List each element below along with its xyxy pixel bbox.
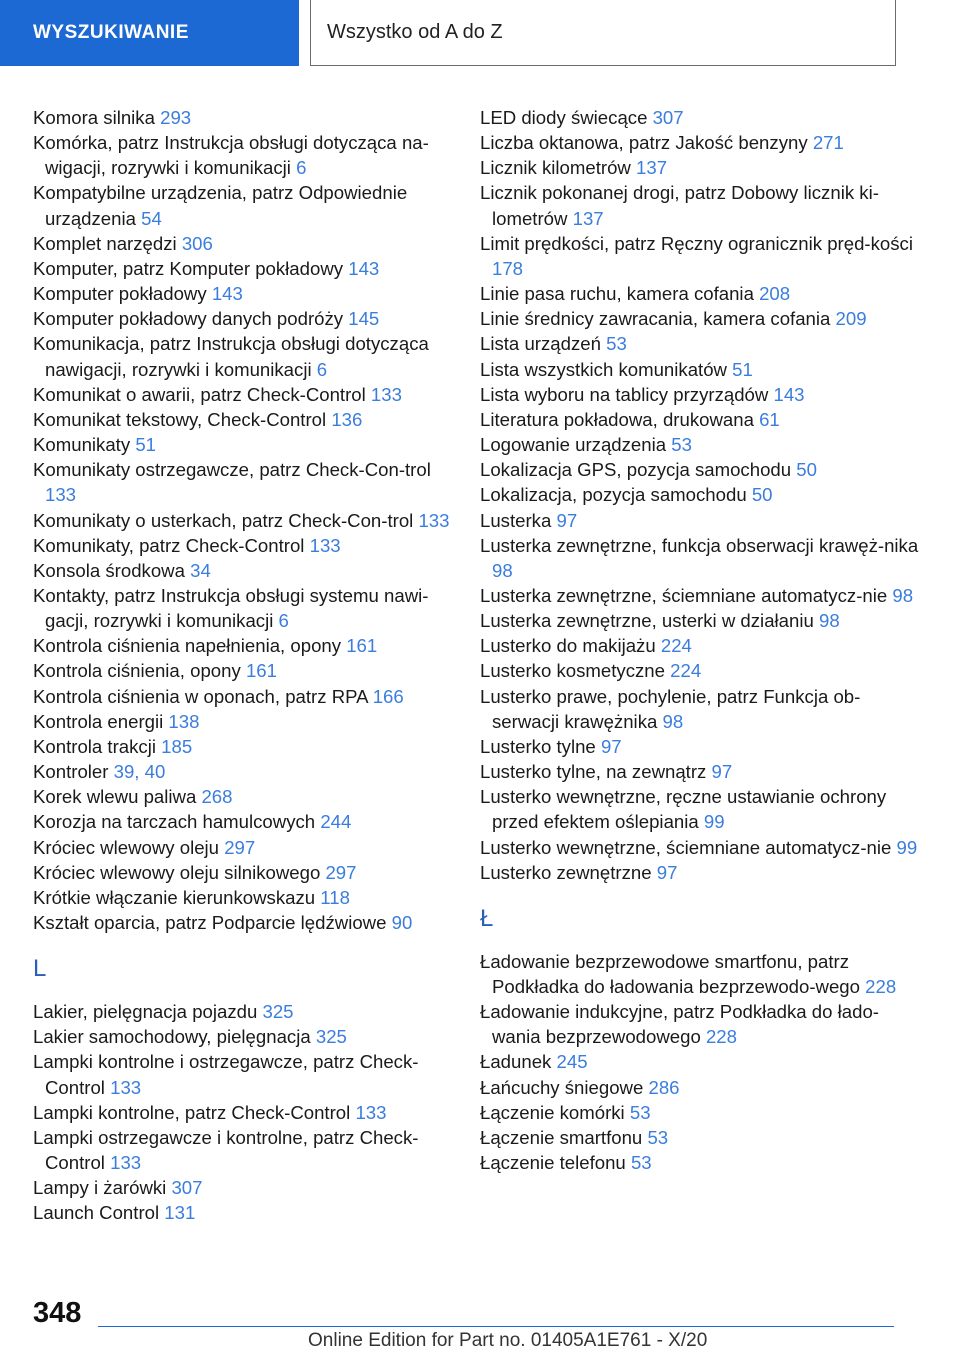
index-entry-text: Kontrola energii <box>33 710 169 732</box>
index-page-link[interactable]: 307 <box>171 1177 203 1199</box>
index-entry-text: Lampki ostrzegawcze i kontrolne, patrz Check-Control <box>33 1126 419 1174</box>
index-page-link[interactable]: 297 <box>224 836 256 858</box>
index-page-link[interactable]: 143 <box>348 257 380 279</box>
index-entry <box>480 407 920 432</box>
index-entry-text: Łączenie smartfonu <box>480 1126 648 1148</box>
index-entry-text: Linie pasa ruchu, kamera cofania <box>480 283 760 305</box>
index-entry-text: Kompatybilne urządzenia, patrz Odpowiednie urządzenia <box>33 182 408 229</box>
index-entry <box>33 809 453 834</box>
index-entry-text: Krótkie włączanie kierunkowskazu <box>33 886 321 908</box>
index-entry-text: Lusterko prawe, pochylenie, patrz Funkcja ob-serwacji krawężnika <box>480 685 861 732</box>
index-entry <box>33 885 453 910</box>
index-page-link[interactable]: 54 <box>141 207 162 229</box>
index-entry <box>480 331 920 356</box>
index-page-link[interactable]: 209 <box>835 308 867 330</box>
index-page-link[interactable]: 208 <box>759 283 791 305</box>
index-entry-text: Komunikaty <box>33 434 136 456</box>
index-entry <box>480 231 920 281</box>
index-page-link[interactable]: 133 <box>418 509 450 531</box>
index-entry-text: Lakier samochodowy, pielęgnacja <box>33 1026 316 1048</box>
index-page-link[interactable]: 98 <box>662 710 684 732</box>
index-entry-text: Licznik kilometrów <box>480 157 637 179</box>
index-page-link[interactable]: 133 <box>110 1152 142 1174</box>
index-page-link[interactable]: 145 <box>348 308 380 330</box>
index-entry-text: Komunikacja, patrz Instrukcja obsługi dotycząca nawigacji, rozrywki i komunikacji <box>33 333 429 380</box>
index-page-link[interactable]: 244 <box>320 811 352 833</box>
index-entry <box>480 949 920 999</box>
footer-divider <box>98 1326 894 1327</box>
index-page-link[interactable]: 307 <box>652 107 684 128</box>
index-entry-text: Liczba oktanowa, patrz Jakość benzyny <box>480 132 813 154</box>
index-entry-text: Komórka, patrz Instrukcja obsługi dotycząca na-wigacji, rozrywki i komunikacji <box>33 132 429 179</box>
index-page-link[interactable]: 61 <box>759 408 780 430</box>
index-entry-text: LED diody świecące <box>480 107 653 128</box>
index-entry <box>33 130 453 180</box>
index-entry <box>33 1049 453 1099</box>
index-entry-text: Kształt oparcia, patrz Podparcie lędźwiowe <box>33 912 392 933</box>
index-entry-text: Lusterko tylne, na zewnątrz <box>480 761 712 783</box>
index-page-link[interactable]: 228 <box>865 976 897 997</box>
index-entry <box>33 281 453 306</box>
index-page-link[interactable]: 6 <box>316 358 328 380</box>
index-entry <box>480 306 920 331</box>
index-page-link[interactable]: 98 <box>492 559 513 581</box>
index-page-link[interactable]: 53 <box>629 1101 651 1123</box>
index-entry <box>33 180 453 230</box>
index-letter-heading: L <box>33 955 47 983</box>
index-entry <box>33 1125 453 1175</box>
index-entry <box>33 306 453 331</box>
index-page-link[interactable]: 228 <box>705 1026 737 1048</box>
index-entry-text: Komputer pokładowy danych podróży <box>33 308 349 330</box>
index-entry <box>480 734 920 759</box>
index-entry-text: Kontroler <box>33 761 114 783</box>
index-entry-text: Komunikaty o usterkach, patrz Check-Con-trol <box>33 509 419 531</box>
index-entry <box>33 1200 453 1225</box>
index-page-link[interactable]: 161 <box>245 660 277 682</box>
index-entry <box>480 999 920 1049</box>
index-entry <box>33 1024 453 1049</box>
index-entry-text: Licznik pokonanej drogi, patrz Dobowy licznik ki-lometrów <box>480 182 879 229</box>
index-page-link[interactable]: 6 <box>278 610 289 632</box>
index-entry-text: Ładowanie indukcyjne, patrz Podkładka do łado-wania bezprzewodowego <box>480 1001 879 1048</box>
index-entry <box>480 608 920 633</box>
index-entry-text: Lusterko wewnętrzne, ręczne ustawianie ochrony przed efektem oślepiania <box>480 786 887 833</box>
index-page-link[interactable]: 118 <box>320 886 350 908</box>
index-entry <box>480 281 920 306</box>
index-entry <box>480 1100 920 1125</box>
index-entry <box>33 633 453 658</box>
index-entry-text: Lista wyboru na tablicy przyrządów <box>480 383 774 405</box>
index-entry-text: Komora silnika <box>33 107 161 128</box>
index-page-link[interactable]: 53 <box>647 1126 669 1148</box>
edition-note: Online Edition for Part no. 01405A1E761 - X/20 <box>308 1330 708 1351</box>
index-entry-text: Lusterka zewnętrzne, funkcja obserwacji krawęż-nika <box>480 534 919 556</box>
index-page-link[interactable]: 51 <box>135 434 156 456</box>
index-entry-text: Króciec wlewowy oleju <box>33 836 225 858</box>
index-page-link[interactable]: 137 <box>572 207 604 229</box>
index-entry-text: Literatura pokładowa, drukowana <box>480 408 760 430</box>
index-page-link[interactable]: 143 <box>211 283 243 305</box>
index-page-link[interactable]: 268 <box>201 786 233 808</box>
index-entry <box>33 999 453 1024</box>
index-page-link[interactable]: 97 <box>656 861 678 883</box>
index-entry-text: Ładowanie bezprzewodowe smartfonu, patrz Podkładka do ładowania bezprzewodo-wego <box>480 950 866 997</box>
index-entry-text: Limit prędkości, patrz Ręczny ogranicznik pręd-kości <box>480 232 913 254</box>
index-entry-text: Lusterko wewnętrzne, ściemniane automatycz-nie <box>480 836 897 858</box>
index-page-link[interactable]: 99 <box>896 836 918 858</box>
index-entry <box>480 1049 920 1074</box>
index-page-link[interactable]: 136 <box>331 408 363 430</box>
index-entry <box>33 533 453 558</box>
index-entry-text: Łączenie telefonu <box>480 1152 631 1174</box>
index-entry-text: Lista wszystkich komunikatów <box>480 358 733 380</box>
index-entry <box>33 1100 453 1125</box>
index-entry-text: Linie średnicy zawracania, kamera cofania <box>480 308 836 330</box>
index-entry-text: Łączenie komórki <box>480 1101 630 1123</box>
index-page-link[interactable]: 143 <box>773 383 805 405</box>
index-entry <box>480 1125 920 1150</box>
index-page-link[interactable]: 245 <box>556 1051 588 1073</box>
index-entry <box>480 658 920 683</box>
index-entry <box>480 1075 920 1100</box>
index-entry <box>480 432 920 457</box>
index-page-link[interactable]: 90 <box>391 912 413 933</box>
index-entry <box>33 684 453 709</box>
index-entry-text: Komputer pokładowy <box>33 283 212 305</box>
index-entry-text: Konsola środkowa <box>33 559 191 581</box>
index-entry-text: Lusterko tylne <box>480 735 601 757</box>
index-entry-text: Komputer, patrz Komputer pokładowy <box>33 257 349 279</box>
index-page-link[interactable]: 133 <box>370 383 402 405</box>
index-entry-text: Lampki kontrolne i ostrzegawcze, patrz Check-Control <box>33 1051 419 1098</box>
index-entry-text: Korek wlewu paliwa <box>33 786 202 808</box>
index-page-link[interactable]: 98 <box>892 584 914 606</box>
index-page-link[interactable]: 178 <box>492 257 524 279</box>
index-entry-text: Komunikat o awarii, patrz Check-Control <box>33 383 371 405</box>
index-entry-text: Korozja na tarczach hamulcowych <box>33 811 321 833</box>
index-entry <box>33 583 453 633</box>
index-page-link[interactable]: 51 <box>732 358 753 380</box>
index-entry <box>33 759 453 784</box>
index-page-link[interactable]: 271 <box>812 132 844 154</box>
index-page-link[interactable]: 138 <box>168 710 200 732</box>
index-entry <box>33 508 453 533</box>
index-entry <box>33 860 453 885</box>
index-entry-text: Launch Control <box>33 1202 165 1224</box>
index-page-link[interactable]: 185 <box>161 735 193 757</box>
index-entry-text: Lusterka zewnętrzne, usterki w działaniu <box>480 610 819 632</box>
index-entry-text: Komunikaty ostrzegawcze, patrz Check-Con-trol <box>33 459 431 481</box>
index-entry-text: Króciec wlewowy oleju silnikowego <box>33 861 326 883</box>
index-entry <box>33 432 453 457</box>
index-page-link[interactable]: 224 <box>670 660 702 682</box>
index-entry <box>480 508 920 533</box>
index-entry-text: Komunikat tekstowy, Check-Control <box>33 408 332 430</box>
index-entry-text: Komunikaty, patrz Check-Control <box>33 534 310 556</box>
index-letter-heading: Ł <box>480 904 494 932</box>
index-entry <box>480 784 920 834</box>
index-entry <box>480 583 920 608</box>
index-entry-text: Lampy i żarówki <box>33 1177 172 1199</box>
index-column-left <box>33 105 453 1226</box>
index-page-link[interactable]: 98 <box>818 610 840 632</box>
index-entry <box>33 910 453 935</box>
index-entry <box>33 784 453 809</box>
index-entry <box>33 734 453 759</box>
index-entry-text: Lista urządzeń <box>480 333 607 355</box>
index-entry <box>33 105 453 130</box>
index-entry-text: Kontrola trakcji <box>33 735 162 757</box>
index-entry <box>480 130 920 155</box>
index-page-link[interactable]: 133 <box>355 1101 387 1123</box>
index-entry-text: Lokalizacja, pozycja samochodu <box>480 484 752 506</box>
index-entry <box>480 155 920 180</box>
index-entry-text: Lampki kontrolne, patrz Check-Control <box>33 1101 356 1123</box>
index-page-link[interactable]: 325 <box>262 1001 294 1023</box>
index-page-link[interactable]: 293 <box>160 107 192 128</box>
index-page-link[interactable]: 137 <box>636 157 668 179</box>
index-page-link[interactable]: 166 <box>372 685 404 707</box>
index-page-link[interactable]: 97 <box>556 509 578 531</box>
index-entry <box>480 759 920 784</box>
index-column-right <box>480 105 920 1175</box>
index-page-link[interactable]: 53 <box>671 434 692 456</box>
index-entry-text: Kontakty, patrz Instrukcja obsługi systemu nawi-gacji, rozrywki i komunikacji <box>33 584 429 632</box>
index-page-link[interactable]: 53 <box>630 1152 652 1174</box>
index-page-link[interactable]: 133 <box>45 484 77 506</box>
index-page-link[interactable]: 6 <box>296 157 307 179</box>
index-page-link[interactable]: 131 <box>164 1202 196 1224</box>
index-entry <box>480 105 920 130</box>
index-entry-text: Łańcuchy śniegowe <box>480 1076 649 1098</box>
index-entry-text: Kontrola ciśnienia, opony <box>33 660 246 682</box>
index-entry <box>480 382 920 407</box>
index-entry <box>33 709 453 734</box>
index-entry <box>33 658 453 683</box>
chapter-title-tab[interactable]: Wszystko od A do Z <box>310 0 896 66</box>
index-entry-text: Lokalizacja GPS, pozycja samochodu <box>480 459 797 481</box>
index-entry <box>480 357 920 382</box>
index-entry <box>33 407 453 432</box>
index-entry <box>33 256 453 281</box>
index-page-link[interactable]: 286 <box>648 1076 680 1098</box>
index-page-link[interactable]: 161 <box>346 635 378 657</box>
index-page-link[interactable]: 306 <box>181 232 213 254</box>
index-page-link[interactable]: 34 <box>190 559 211 581</box>
index-entry-text: Lusterko kosmetyczne <box>480 660 671 682</box>
index-page-link[interactable]: 50 <box>751 484 773 506</box>
index-entry <box>33 382 453 407</box>
index-entry <box>33 835 453 860</box>
index-entry-text: Lakier, pielęgnacja pojazdu <box>33 1001 263 1023</box>
index-page-link[interactable]: 39, 40 <box>113 761 166 783</box>
index-page-link[interactable]: 97 <box>711 761 733 783</box>
index-entry-text: Lusterka <box>480 509 557 531</box>
index-entry-text: Komplet narzędzi <box>33 232 182 254</box>
index-entry-text: Kontrola ciśnienia w oponach, patrz RPA <box>33 685 373 707</box>
index-entry <box>33 1175 453 1200</box>
index-entry-text: Lusterko zewnętrzne <box>480 861 657 883</box>
index-entry-text: Ładunek <box>480 1051 557 1073</box>
index-entry <box>33 457 453 507</box>
index-entry <box>480 482 920 507</box>
section-tab[interactable]: WYSZUKIWANIE <box>0 0 299 66</box>
index-page-link[interactable]: 133 <box>110 1076 142 1098</box>
index-entry-text: Lusterka zewnętrzne, ściemniane automatycz-nie <box>480 584 893 606</box>
index-page-link[interactable]: 50 <box>796 459 817 481</box>
index-page-link[interactable]: 325 <box>315 1026 347 1048</box>
index-entry <box>480 180 920 230</box>
index-entry <box>480 684 920 734</box>
index-entry <box>480 457 920 482</box>
index-page-link[interactable]: 97 <box>600 735 622 757</box>
index-entry <box>33 231 453 256</box>
index-entry <box>480 1150 920 1175</box>
index-entry <box>33 558 453 583</box>
index-entry-text: Logowanie urządzenia <box>480 434 672 456</box>
index-entry <box>480 633 920 658</box>
index-page-link[interactable]: 297 <box>325 861 357 883</box>
page-header <box>0 0 960 66</box>
index-entry-text: Kontrola ciśnienia napełnienia, opony <box>33 635 347 657</box>
index-entry-text: Lusterko do makijażu <box>480 635 661 657</box>
index-page-link[interactable]: 99 <box>703 811 725 833</box>
index-entry <box>480 533 920 583</box>
index-entry <box>480 835 920 860</box>
page-number: 348 <box>33 1297 82 1329</box>
index-entry <box>480 860 920 885</box>
index-page-link[interactable]: 133 <box>309 534 341 556</box>
index-page-link[interactable]: 53 <box>606 333 627 355</box>
index-entry <box>33 331 453 381</box>
index-page-link[interactable]: 224 <box>660 635 692 657</box>
